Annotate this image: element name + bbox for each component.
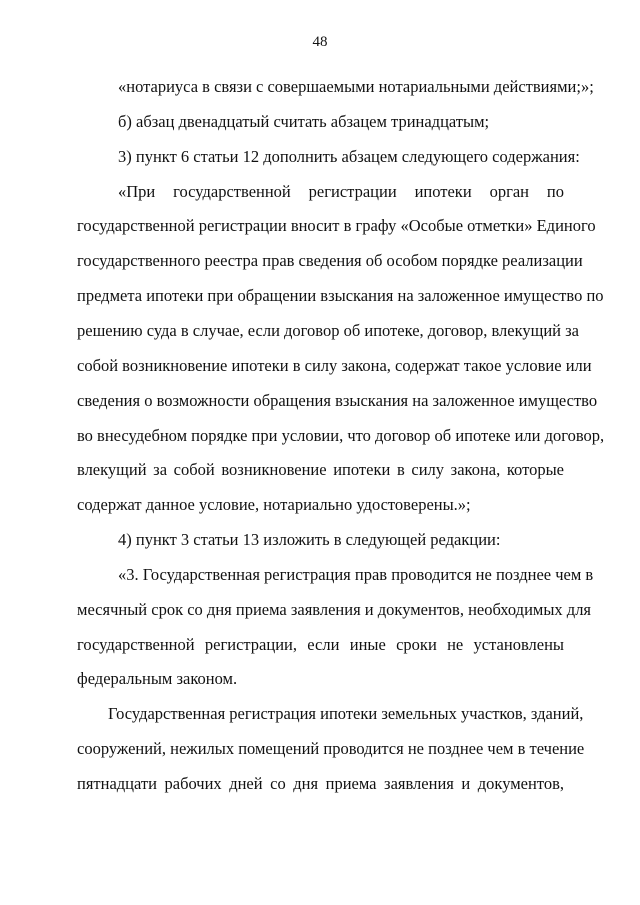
text-line: «нотариуса в связи с совершаемыми нотариальными действиями;»; <box>118 77 594 96</box>
text-line: 3) пункт 6 статьи 12 дополнить абзацем следующего содержания: <box>118 147 580 166</box>
text-line: сооружений, нежилых помещений проводится не позднее чем в течение <box>77 739 585 758</box>
text-line: предмета ипотеки при обращении взыскания на заложенное имущество по <box>77 286 604 305</box>
text-line: сведения о возможности обращения взыскания на заложенное имущество <box>77 391 598 410</box>
text-line: б) абзац двенадцатый считать абзацем тринадцатым; <box>118 112 490 131</box>
text-line: федеральным законом. <box>77 669 238 688</box>
text-line: «3. Государственная регистрация прав проводится не позднее чем в <box>118 565 594 584</box>
text-line: решению суда в случае, если договор об ипотеке, договор, влекущий за <box>77 321 579 340</box>
text-line: влекущий за собой возникновение ипотеки в силу закона, которые <box>77 460 564 479</box>
text-line: государственной регистрации вносит в графу «Особые отметки» Единого <box>77 216 596 235</box>
text-line: месячный срок со дня приема заявления и документов, необходимых для <box>77 600 592 619</box>
text-line: пятнадцати рабочих дней со дня приема заявления и документов, <box>77 774 564 793</box>
text-line: 4) пункт 3 статьи 13 изложить в следующей редакции: <box>118 530 501 549</box>
text-line: государственной регистрации, если иные сроки не установлены <box>77 635 564 654</box>
text-line: «При государственной регистрации ипотеки орган по <box>118 182 564 201</box>
text-line: государственного реестра прав сведения об особом порядке реализации <box>77 251 583 270</box>
text-line: собой возникновение ипотеки в силу закона, содержат такое условие или <box>77 356 592 375</box>
text-line: содержат данное условие, нотариально удостоверены.»; <box>77 495 471 514</box>
page-number: 48 <box>312 34 328 50</box>
text-line: Государственная регистрация ипотеки земельных участков, зданий, <box>108 704 584 723</box>
text-line: во внесудебном порядке при условии, что договор об ипотеке или договор, <box>77 426 605 445</box>
